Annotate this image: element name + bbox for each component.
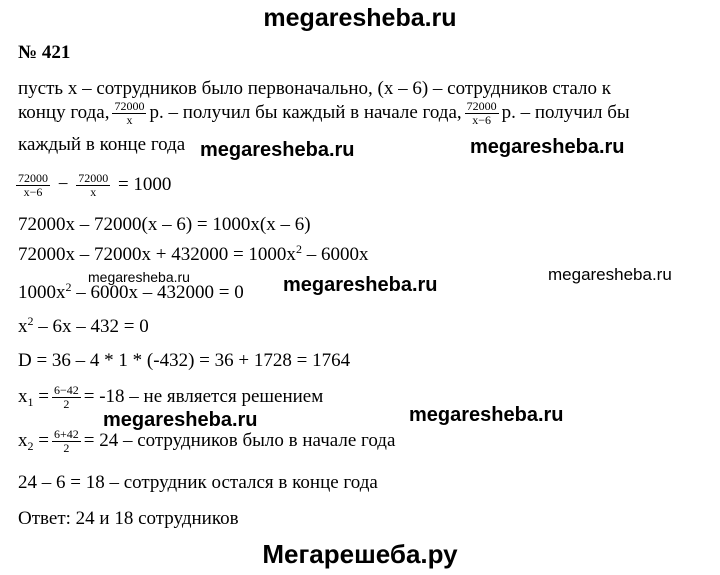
equation-3 (18, 244, 368, 266)
discriminant-line: D = 36 – 4 * 1 * (-432) = 36 + 1728 = 1764 (18, 350, 351, 371)
answer-line: Ответ: 24 и 18 сотрудников (18, 508, 239, 529)
subscript: 2 (27, 438, 34, 453)
intro-line-2 (18, 100, 630, 127)
equation-5-left: x (18, 316, 28, 337)
equation-5-right: – 6x – 432 = 0 (33, 316, 149, 337)
watermark: megaresheba.ru (103, 409, 258, 431)
root-x2-line (18, 428, 395, 455)
equals-sign: = (33, 429, 49, 451)
equation-rhs: = 1000 (117, 173, 172, 195)
minus-sign: − (57, 173, 69, 195)
watermark: megaresheba.ru (470, 136, 625, 158)
equation-4 (18, 282, 244, 304)
equation-4-left: 1000x (18, 282, 66, 303)
fraction-denominator: x−6 (23, 185, 43, 199)
fraction-numerator: 72000 (18, 171, 48, 185)
fraction-salary-start (112, 100, 146, 127)
exponent: 2 (65, 280, 72, 294)
fraction-denominator: 2 (63, 397, 70, 411)
fraction-denominator: x−6 (472, 113, 492, 127)
intro-text-b: р. – получил бы каждый в начале года, (149, 101, 462, 123)
root-variable: x (18, 429, 28, 451)
fraction-numerator: 72000 (114, 99, 145, 113)
fraction-denominator: x (90, 185, 97, 199)
root-x1-line (18, 384, 323, 411)
equals-sign: = (33, 385, 49, 407)
fraction-numerator: 72000 (78, 171, 109, 185)
exponent: 2 (295, 242, 302, 256)
difference-line: 24 – 6 = 18 – сотрудник остался в конце года (18, 472, 378, 493)
root-fraction (52, 428, 81, 455)
root-x2-result: = 24 – сотрудников было в начале года (83, 429, 396, 451)
root-fraction (52, 384, 81, 411)
equation-3-right: – 6000x (301, 244, 369, 265)
fraction-left (16, 172, 50, 199)
equation-5 (18, 316, 149, 338)
fraction-denominator: x (126, 113, 133, 127)
site-footer-watermark: Мегарешеба.ру (262, 539, 458, 569)
watermark: megaresheba.ru (283, 274, 438, 296)
exponent: 2 (27, 314, 34, 328)
fraction-salary-end (465, 100, 499, 127)
fraction-numerator: 72000 (466, 99, 497, 113)
subscript: 1 (27, 394, 34, 409)
equation-1 (16, 172, 171, 199)
root-variable: x (18, 385, 28, 407)
root-x1-result: = -18 – не является решением (83, 385, 324, 407)
site-header-watermark: megaresheba.ru (263, 4, 457, 32)
watermark: megaresheba.ru (88, 269, 190, 285)
fraction-right (76, 172, 110, 199)
intro-text-a: концу года, (18, 101, 110, 123)
equation-4-right: – 6000x – 432000 = 0 (71, 282, 244, 303)
watermark: megaresheba.ru (548, 265, 672, 284)
equation-2: 72000x – 72000(x – 6) = 1000x(x – 6) (18, 214, 311, 235)
fraction-numerator: 6+42 (53, 427, 79, 441)
intro-line-1: пусть x – сотрудников было первоначально, (x – 6) – сотрудников стало к (18, 78, 611, 99)
equation-3-left: 72000x – 72000x + 432000 = 1000x (18, 244, 296, 265)
intro-line-3: каждый в конце года (18, 134, 186, 155)
fraction-denominator: 2 (63, 441, 70, 455)
watermark: megaresheba.ru (200, 139, 355, 161)
fraction-numerator: 6−42 (53, 383, 79, 397)
watermark: megaresheba.ru (409, 404, 564, 426)
problem-number: № 421 (18, 42, 71, 63)
intro-text-c: р. – получил бы (501, 101, 630, 123)
